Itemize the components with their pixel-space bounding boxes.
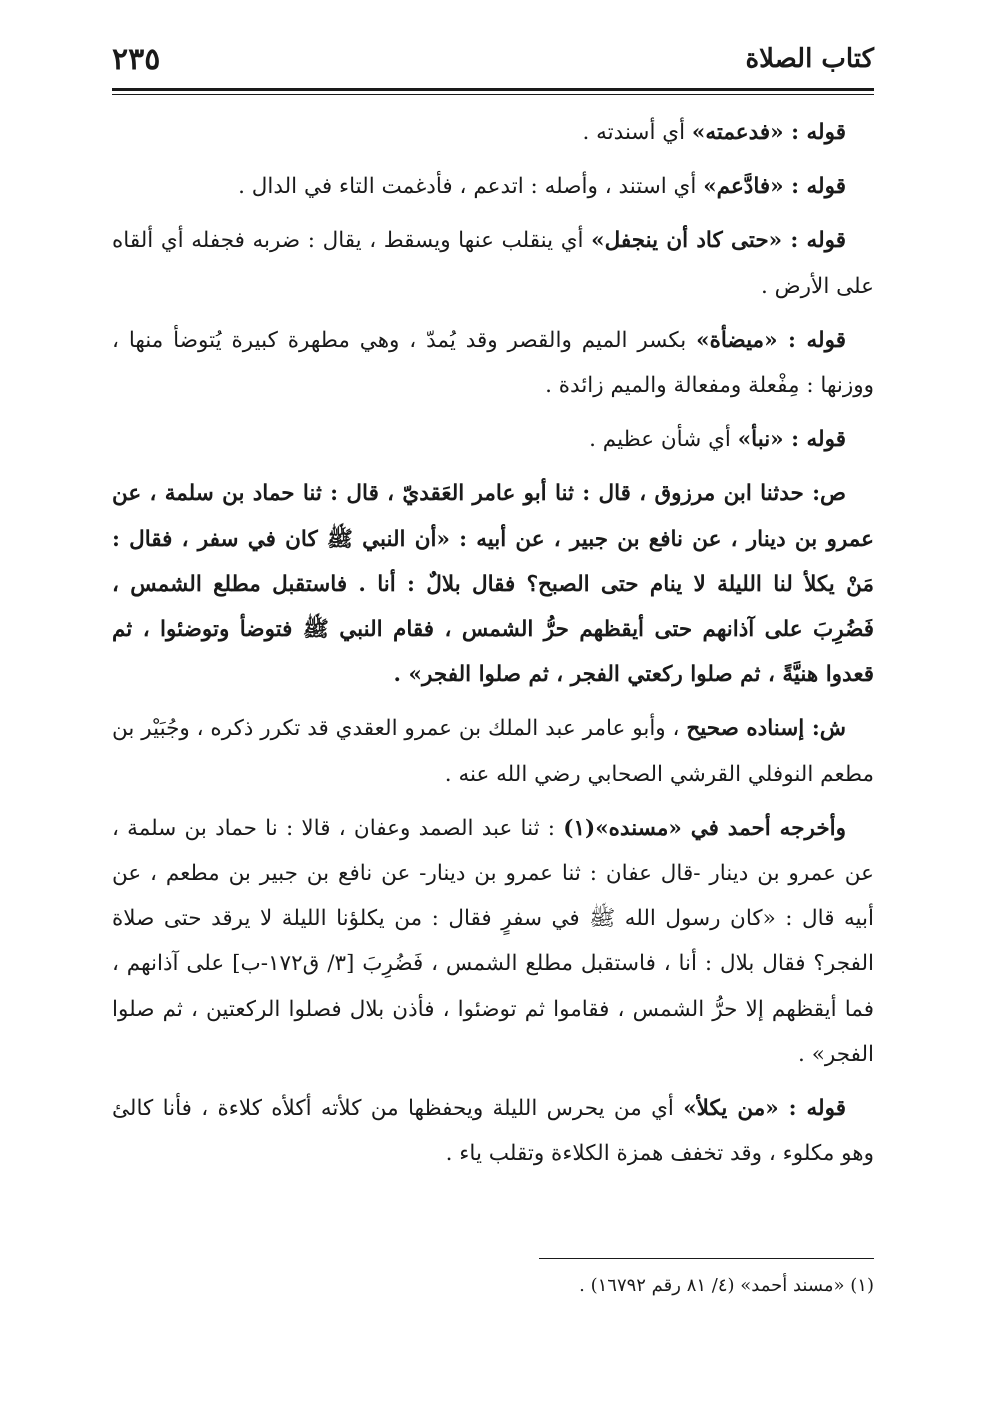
paragraph-label: قوله : «فادَّعم» (703, 174, 846, 200)
paragraph-label: قوله : «نبأ» (737, 427, 846, 453)
paragraph-text: أي ينقلب عنها ويسقط ، يقال : ضربه فجفله أي ألقاه على الأرض . (112, 228, 874, 299)
paragraph (112, 806, 874, 1077)
page-number: ٢٣٥ (112, 42, 161, 77)
paragraph-label: ش: إسناده صحيح (686, 716, 846, 742)
paragraph-text: أي من يحرس الليلة ويحفظها من كلأته أكلأه كلاءة ، فأنا كالئ وهو مكلوء ، وقد تخفف همزة الكلاءة وتقلب ياء . (112, 1096, 874, 1167)
main-text (112, 110, 874, 1185)
paragraph-label: قوله : «حتى كاد أن ينجفل» (591, 228, 847, 254)
paragraph-label: قوله : «فدعمته» (691, 120, 846, 145)
paragraph (112, 417, 874, 462)
paragraph-text: بكسر الميم والقصر وقد يُمدّ ، وهي مطهرة كبيرة يُتوضأ منها ، ووزنها : مِفْعلة ومفعالة والميم زائدة . (112, 327, 874, 399)
paragraph-label: قوله : «ميضأة» (696, 327, 846, 353)
footnote-divider (539, 1258, 874, 1259)
paragraph-text: أي استند ، وأصله : اتدعم ، فأدغمت التاء في الدال . (238, 174, 704, 200)
hadith-text: ص: حدثنا ابن مرزوق ، قال : ثنا أبو عامر العَقديّ ، قال : ثنا حماد بن سلمة ، عن عمرو بن دينار ، عن نافع بن جبير ، عن أبيه : «أن النبي ﷺ كان في سفر ، فقال : مَنْ يكلأ لنا الليلة لا ينام حتى الصبح؟ فقال بلالٌ : أنا . فاستقبل مطلع الشمس ، فَضُرِبَ على آذانهم حتى أيقظهم حرُّ الشمس ، فقام النبي ﷺ فتوضأ وتوضئوا ، ثم قعدوا هنيَّةً ، ثم صلوا ركعتي الفجر ، ثم صلوا الفجر» . (112, 481, 874, 688)
paragraph-text: أي أسندته . (582, 120, 692, 145)
book-title: كتاب الصلاة (745, 44, 874, 74)
header-rule-thin (112, 94, 874, 95)
paragraph (112, 1086, 874, 1176)
paragraph (112, 318, 874, 408)
page-header (112, 40, 874, 86)
paragraph-text: : ثنا عبد الصمد وعفان ، قالا : نا حماد بن سلمة ، عن عمرو بن دينار -قال عفان : ثنا عمرو بن دينار- عن نافع بن جبير بن مطعم ، عن أبيه قال : «كان رسول الله ﷺ في سفرٍ فقال : من يكلؤنا الليلة لا يرقد حتى صلاة الفجر؟ فقال بلال : أنا ، فاستقبل مطلع الشمس ، فَضُرِبَ [٣/ ق١٧٢-ب] على آذانهم ، فما أيقظهم إلا حرُّ الشمس ، فقاموا ثم توضئوا ، فأذن بلال فصلوا الركعتين ، ثم صلوا الفجر» . (112, 815, 874, 1067)
hadith-paragraph (112, 471, 874, 697)
paragraph (112, 164, 874, 209)
paragraph (112, 110, 874, 155)
footnote: (١) «مسند أحمد» (٤/ ٨١ رقم ١٦٧٩٢) . (579, 1275, 874, 1296)
paragraph-text: أي شأن عظيم . (589, 427, 738, 453)
paragraph-label: قوله : «من يكلأ» (683, 1096, 846, 1122)
paragraph-label: وأخرجه أحمد في «مسنده»(١) (563, 815, 846, 841)
paragraph (112, 218, 874, 308)
paragraph (112, 706, 874, 796)
paragraph-text: ، وأبو عامر عبد الملك بن عمرو العقدي قد تكرر ذكره ، وجُبَيْر بن مطعم النوفلي القرشي الصحابي رضي الله عنه . (112, 716, 874, 787)
header-rule-thick (112, 88, 874, 91)
